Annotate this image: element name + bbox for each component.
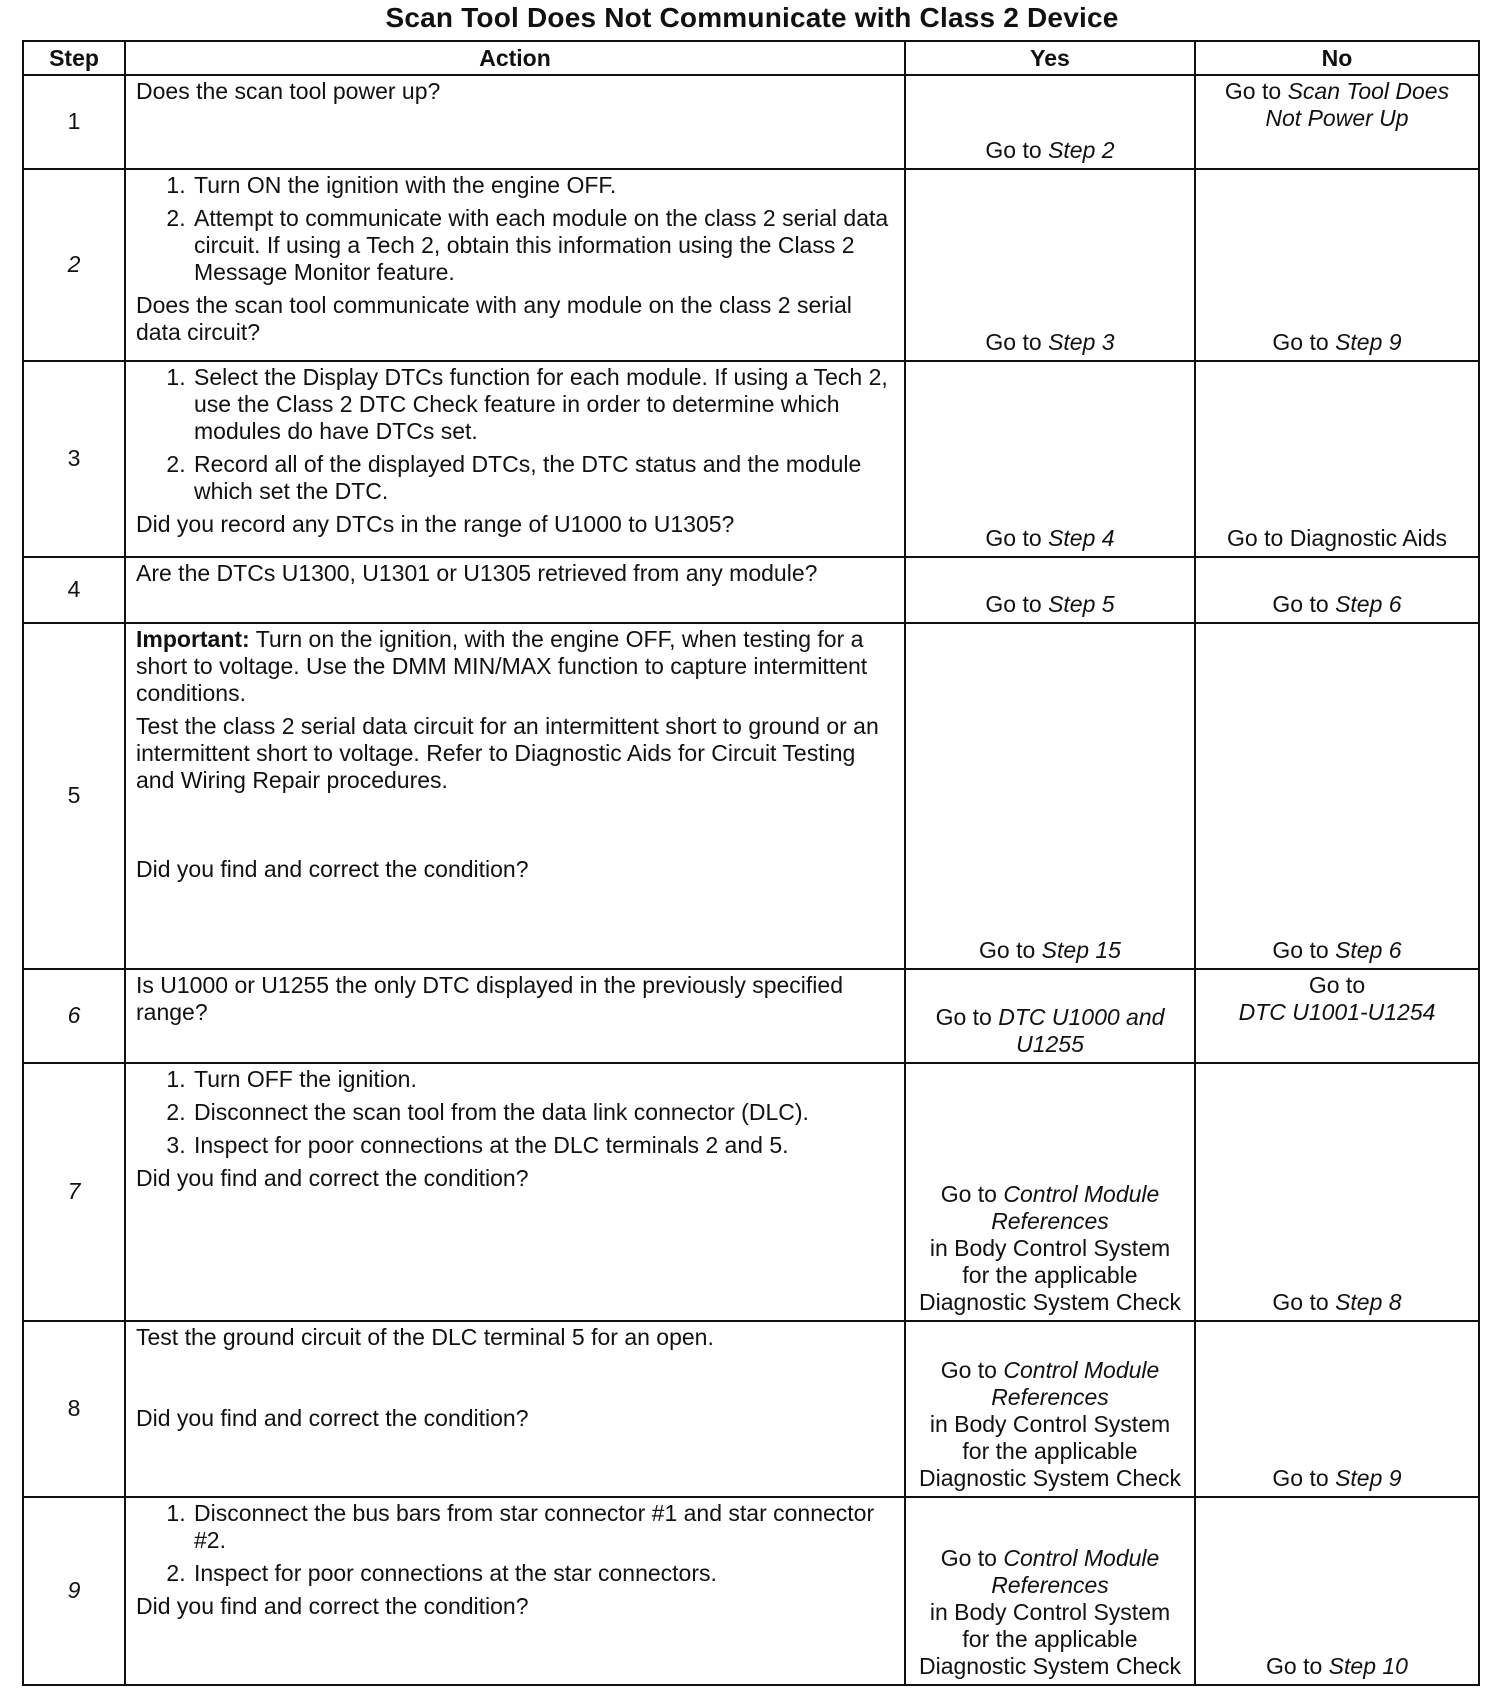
step-number: 1: [23, 75, 125, 169]
action-step-item: 1. Select the Display DTCs function for each module. If using a Tech 2, use the Class 2 DTC Check feature in order to determine which modules do have DTCs set.: [192, 364, 894, 445]
no-cell: Go to Step 8: [1195, 1063, 1479, 1321]
no-reference: DTC U1001-U1254: [1238, 999, 1436, 1025]
no-cell: Go to DTC U1001-U1254: [1195, 969, 1479, 1063]
action-cell: [125, 1063, 905, 1321]
important-note: [136, 626, 894, 707]
step-number: 5: [23, 623, 125, 969]
no-reference: Step 6: [1335, 937, 1402, 963]
action-question: Did you find and correct the condition?: [136, 1405, 529, 1431]
important-label: Important:: [136, 626, 250, 652]
no-cell: Go to Step 9: [1195, 169, 1479, 361]
step-number: 8: [23, 1321, 125, 1497]
action-step-item: 1. Turn ON the ignition with the engine OFF.: [192, 172, 894, 199]
action-cell: [125, 361, 905, 557]
table-row: [23, 169, 1479, 361]
yes-cell: Go to Control Module References in Body Control System for the applicable Diagnostic System Check: [905, 1497, 1195, 1685]
table-row: [23, 1063, 1479, 1321]
important-text: Turn on the ignition, with the engine OFF, when testing for a short to voltage. Use the DMM MIN/MAX function to capture intermittent conditions.: [136, 626, 868, 706]
yes-suffix: in Body Control System for the applicable Diagnostic System Check: [918, 1235, 1182, 1315]
action-cell: [125, 1321, 905, 1497]
step-number: 7: [23, 1063, 125, 1321]
action-cell: [125, 623, 905, 969]
header-no: No: [1195, 41, 1479, 75]
action-cell: [125, 1497, 905, 1685]
action-step-item: 2. Attempt to communicate with each module on the class 2 serial data circuit. If using a Tech 2, obtain this information using the Class 2 Message Monitor feature.: [192, 205, 894, 286]
yes-reference: Step 3: [1048, 329, 1115, 355]
action-step-item: 2. Inspect for poor connections at the star connectors.: [192, 1560, 894, 1587]
no-reference: Step 6: [1335, 591, 1402, 617]
yes-reference: Step 4: [1048, 525, 1115, 551]
yes-reference: Control Module References: [991, 1545, 1160, 1598]
table-header-row: [23, 41, 1479, 75]
step-number: 9: [23, 1497, 125, 1685]
action-step-item: 2. Record all of the displayed DTCs, the DTC status and the module which set the DTC.: [192, 451, 894, 505]
no-reference: Scan Tool Does Not Power Up: [1265, 78, 1450, 131]
action-step-item: 1. Disconnect the bus bars from star connector #1 and star connector #2.: [192, 1500, 894, 1554]
table-row: [23, 1497, 1479, 1685]
step-number: 3: [23, 361, 125, 557]
action-cell: [125, 169, 905, 361]
table-row: [23, 75, 1479, 169]
no-reference: Step 8: [1335, 1289, 1402, 1315]
yes-cell: Go to Control Module References in Body Control System for the applicable Diagnostic System Check: [905, 1063, 1195, 1321]
action-cell: [125, 75, 905, 169]
action-question: Did you find and correct the condition?: [136, 1593, 529, 1619]
yes-suffix: in Body Control System for the applicable Diagnostic System Check: [918, 1411, 1182, 1491]
yes-cell: Go to Step 15: [905, 623, 1195, 969]
yes-cell: Go to Control Module References in Body Control System for the applicable Diagnostic System Check: [905, 1321, 1195, 1497]
no-cell: Go to Diagnostic Aids: [1195, 361, 1479, 557]
action-steps: [136, 1066, 894, 1159]
step-number: 6: [23, 969, 125, 1063]
header-step: Step: [23, 41, 125, 75]
yes-reference: Control Module References: [991, 1181, 1160, 1234]
page-title: Scan Tool Does Not Communicate with Class 2 Device: [385, 2, 1119, 33]
action-question: Are the DTCs U1300, U1301 or U1305 retrieved from any module?: [136, 560, 818, 586]
no-cell: Go to Step 6: [1195, 623, 1479, 969]
table-row: [23, 1321, 1479, 1497]
yes-reference: Step 15: [1041, 937, 1121, 963]
no-cell: Go to Step 10: [1195, 1497, 1479, 1685]
yes-reference: DTC U1000 and U1255: [998, 1004, 1165, 1057]
table-row: [23, 557, 1479, 623]
no-cell: Go to Step 9: [1195, 1321, 1479, 1497]
action-question: Does the scan tool communicate with any module on the class 2 serial data circuit?: [136, 292, 852, 345]
yes-reference: Step 5: [1048, 591, 1115, 617]
action-text: Test the ground circuit of the DLC terminal 5 for an open.: [136, 1324, 714, 1350]
action-question: Did you find and correct the condition?: [136, 856, 529, 882]
yes-cell: Go to Step 5: [905, 557, 1195, 623]
yes-reference: Control Module References: [991, 1357, 1160, 1410]
action-question: Is U1000 or U1255 the only DTC displayed in the previously specified range?: [136, 972, 843, 1025]
action-step-item: 1. Turn OFF the ignition.: [192, 1066, 894, 1093]
action-cell: [125, 969, 905, 1063]
action-question: Did you record any DTCs in the range of U1000 to U1305?: [136, 511, 735, 537]
action-question: Did you find and correct the condition?: [136, 1165, 529, 1191]
yes-cell: Go to DTC U1000 and U1255: [905, 969, 1195, 1063]
header-action: Action: [125, 41, 905, 75]
no-reference: Step 9: [1335, 329, 1402, 355]
action-cell: [125, 557, 905, 623]
action-text: Test the class 2 serial data circuit for an intermittent short to ground or an intermittent short to voltage. Refer to Diagnostic Aids for Circuit Testing and Wiring Repair procedures.: [136, 713, 879, 793]
no-cell: Go to Step 6: [1195, 557, 1479, 623]
action-steps: [136, 1500, 894, 1587]
action-question: Does the scan tool power up?: [136, 78, 441, 104]
action-step-item: 2. Disconnect the scan tool from the data link connector (DLC).: [192, 1099, 894, 1126]
yes-cell: Go to Step 2: [905, 75, 1195, 169]
table-row: [23, 969, 1479, 1063]
table-row: [23, 623, 1479, 969]
yes-suffix: in Body Control System for the applicable Diagnostic System Check: [918, 1599, 1182, 1679]
yes-cell: Go to Step 3: [905, 169, 1195, 361]
no-cell: Go to Scan Tool Does Not Power Up: [1195, 75, 1479, 169]
yes-reference: Step 2: [1048, 137, 1115, 163]
no-reference: Step 10: [1328, 1653, 1408, 1679]
action-steps: [136, 172, 894, 286]
header-yes: Yes: [905, 41, 1195, 75]
step-number: 4: [23, 557, 125, 623]
diagnostic-table: [22, 40, 1480, 1686]
yes-cell: Go to Step 4: [905, 361, 1195, 557]
action-step-item: 3. Inspect for poor connections at the DLC terminals 2 and 5.: [192, 1132, 894, 1159]
step-number: 2: [23, 169, 125, 361]
action-steps: [136, 364, 894, 505]
table-row: [23, 361, 1479, 557]
no-reference: Step 9: [1335, 1465, 1402, 1491]
